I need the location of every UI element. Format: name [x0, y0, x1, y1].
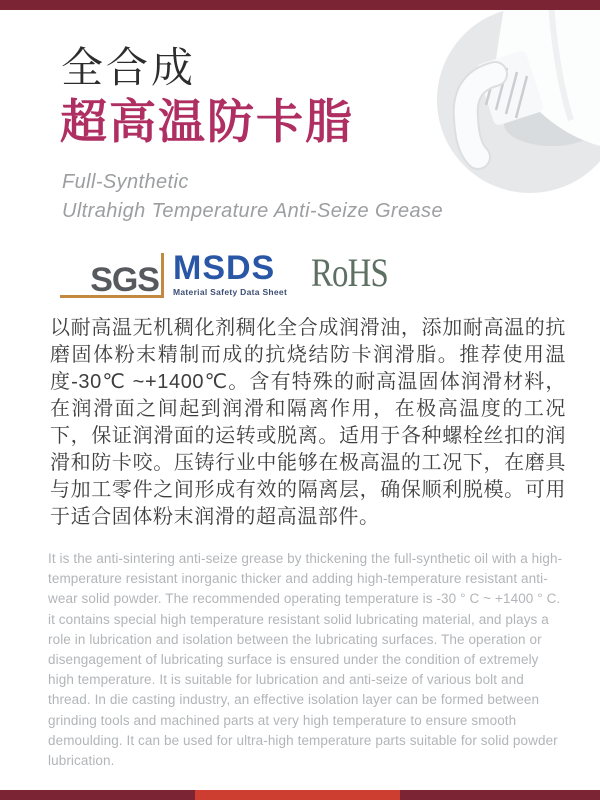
product-title-chinese-accent: 超高温防卡脂: [60, 95, 354, 148]
footer-accent-bar: [0, 790, 600, 800]
product-title-chinese: 全合成: [61, 44, 197, 91]
sgs-logo: [60, 253, 164, 298]
product-subtitle-english: [62, 168, 443, 226]
msds-logo: [173, 251, 303, 297]
description-english: It is the anti-sintering anti-seize grease by thickening the full-synthetic oil with a high-temperature resistant inorganic thicker and adding high-temperature resistant anti-wear solid powder. The recommended operating temperature is -30 ° C ~ +1400 ° C. it contains special high temperature resistant solid lubricating material, and plays a role in lubrication and isolation between the lubricating surfaces. The operation or disengagement of lubricating surface is ensured under the condition of extremely high temperature. It is suitable for lubrication and anti-seize of various bolt and thread. In die casting industry, an effective isolation layer can be formed between grinding tools and machined parts at very high temperature to ensure smooth demoulding. It can be used for ultra-high temperature parts suitable for solid powder lubrication.: [48, 551, 563, 769]
msds-logo-subtext: Material Safety Data Sheet: [173, 287, 288, 297]
sgs-logo-text: SGS: [90, 261, 159, 300]
footer-bar-left-segment: [0, 790, 195, 800]
footer-bar-right-segment: [400, 790, 600, 800]
msds-logo-text: MSDS: [173, 249, 276, 287]
subtitle-line-1: Full-Synthetic: [62, 171, 189, 193]
footer-bar-center-segment: [195, 790, 400, 800]
rohs-logo: RoHS: [311, 250, 388, 295]
description-chinese: 以耐高温无机稠化剂稠化全合成润滑油，添加耐高温的抗磨固体粉末精制而成的抗烧结防卡润滑脂。推荐使用温度-30℃ ~+1400℃。含有特殊的耐高温固体润滑材料，在润滑面之间起到润滑和隔离作用，在极高温度的工况下，保证润滑面的运转或脱离。适用于各种螺栓丝扣的润滑和防卡咬。压铸行业中能够在极高温的工况下，在磨具与加工零件之间形成有效的隔离层，确保顺利脱模。可用于适合固体粉末润滑的超高温部件。: [50, 317, 566, 528]
top-accent-bar: [0, 0, 600, 10]
subtitle-line-2: Ultrahigh Temperature Anti-Seize Grease: [62, 200, 443, 222]
